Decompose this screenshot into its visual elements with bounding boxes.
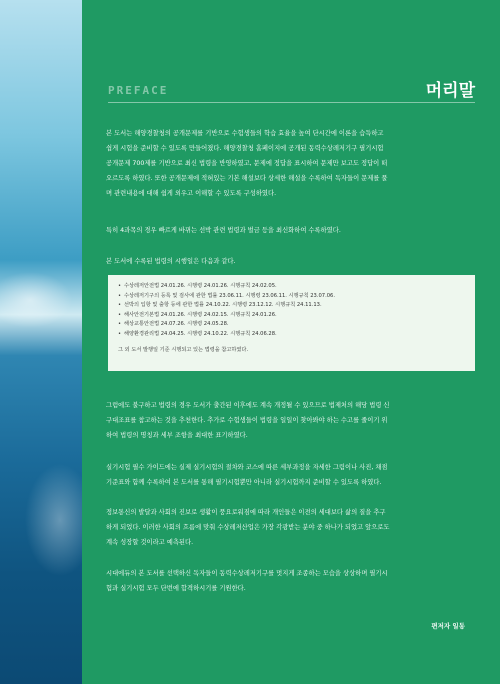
page-title: 머리말: [425, 81, 475, 101]
paragraph-revisions: 그럼에도 불구하고 법령의 경우 도서가 출간된 이후에도 계속 개정될 수 있으므로 법제처의 해당 법령 신 구대조표를 참고하는 것을 추천한다. 추가로 수험생들이 법령을 일일이 찾아봐야 하는 수고를 줄이기 위 하여 법령의 명칭과 세부 조항을 최대한 표기하였다.: [106, 402, 390, 439]
ocean-photo: [0, 0, 82, 684]
paragraph-closing: 시대에듀의 본 도서를 선택하신 독자들이 동력수상레저기구를 멋지게 조종하는 모습을 상상하며 필기시 험과 실기시험 모두 단번에 합격하시기를 기원한다.: [106, 570, 388, 592]
paragraph-industry: 정보통신의 발달과 사회의 진보로 생활이 풍요로워짐에 따라 개인들은 이전의 세대보다 삶의 질을 추구 하게 되었다. 이러한 사회의 흐름에 맞춰 수상레저산업은 가장 각광받는 분야 중 하나가 되었고 앞으로도 계속 성장할 것이라고 예측된다.: [106, 509, 390, 546]
law-item: • 수상레저안전법 24.01.26. 시행령 24.01.26. 시행규칙 24.02.05.: [118, 282, 465, 292]
law-item: • 해양환경관리법 24.04.25. 시행령 24.10.22. 시행규칙 24.06.28.: [118, 330, 465, 340]
law-item: • 해사안전기본법 24.01.26. 시행령 24.02.15. 시행규칙 24.01.26.: [118, 311, 465, 321]
paragraph-law-intro: 본 도서에 수록된 법령의 시행일은 다음과 같다.: [106, 258, 236, 265]
author-signature: 편저자 일동: [431, 622, 465, 630]
law-item: • 해상교통안전법 24.07.26. 시행령 24.05.28.: [118, 320, 465, 330]
law-dates-box: [108, 275, 475, 371]
paragraph-intro: 본 도서는 해양경찰청의 공개문제를 기반으로 수험생들의 학습 효율을 높여 단시간에 이론을 습득하고 쉽게 시험을 준비할 수 있도록 만들어졌다. 해양경찰청 홈페이지에 공개된 동력수상레저기구 필기시험 공개문제 700제를 기반으로 최신 법령을 반영하였고, 문제에 정답을 표시하여 문제만 보고도 정답이 떠 오르도록 하였다. 또한 공개문제에 적혀있는 기본 해설보다 상세한 해설을 수록하여 독자들이 문제를 풀 며 관련내용에 대해 쉽게 외우고 이해할 수 있도록 구성하였다.: [106, 130, 388, 197]
header-divider: [108, 102, 475, 103]
law-list: [118, 282, 465, 340]
law-item: • 선박의 입항 및 출항 등에 관한 법률 24.10.22. 시행령 23.12.12. 시행규칙 24.11.13.: [118, 301, 465, 311]
law-item: • 수상레저기구의 등록 및 검사에 관한 법률 23.06.11. 시행령 23.06.11. 시행규칙 23.07.06.: [118, 292, 465, 302]
preface-label: PREFACE: [108, 84, 169, 97]
law-note: 그 외 도서 발행일 기준 시행되고 있는 법령을 참고하였다.: [118, 346, 249, 353]
paragraph-subject4: 특히 4과목의 경우 빠르게 바뀌는 선박 관련 법령과 벌금 등을 최신화하여 수록하였다.: [106, 227, 341, 234]
preface-page: [82, 0, 500, 684]
paragraph-practical-guide: 실기시험 필수 가이드에는 실제 실기시험의 절차와 코스에 따른 세부과정을 자세한 그림이나 사진, 채점 기준표와 함께 수록하여 본 도서를 통해 필기시험뿐만 아니라 실기시험까지 준비할 수 있도록 하였다.: [106, 464, 388, 486]
